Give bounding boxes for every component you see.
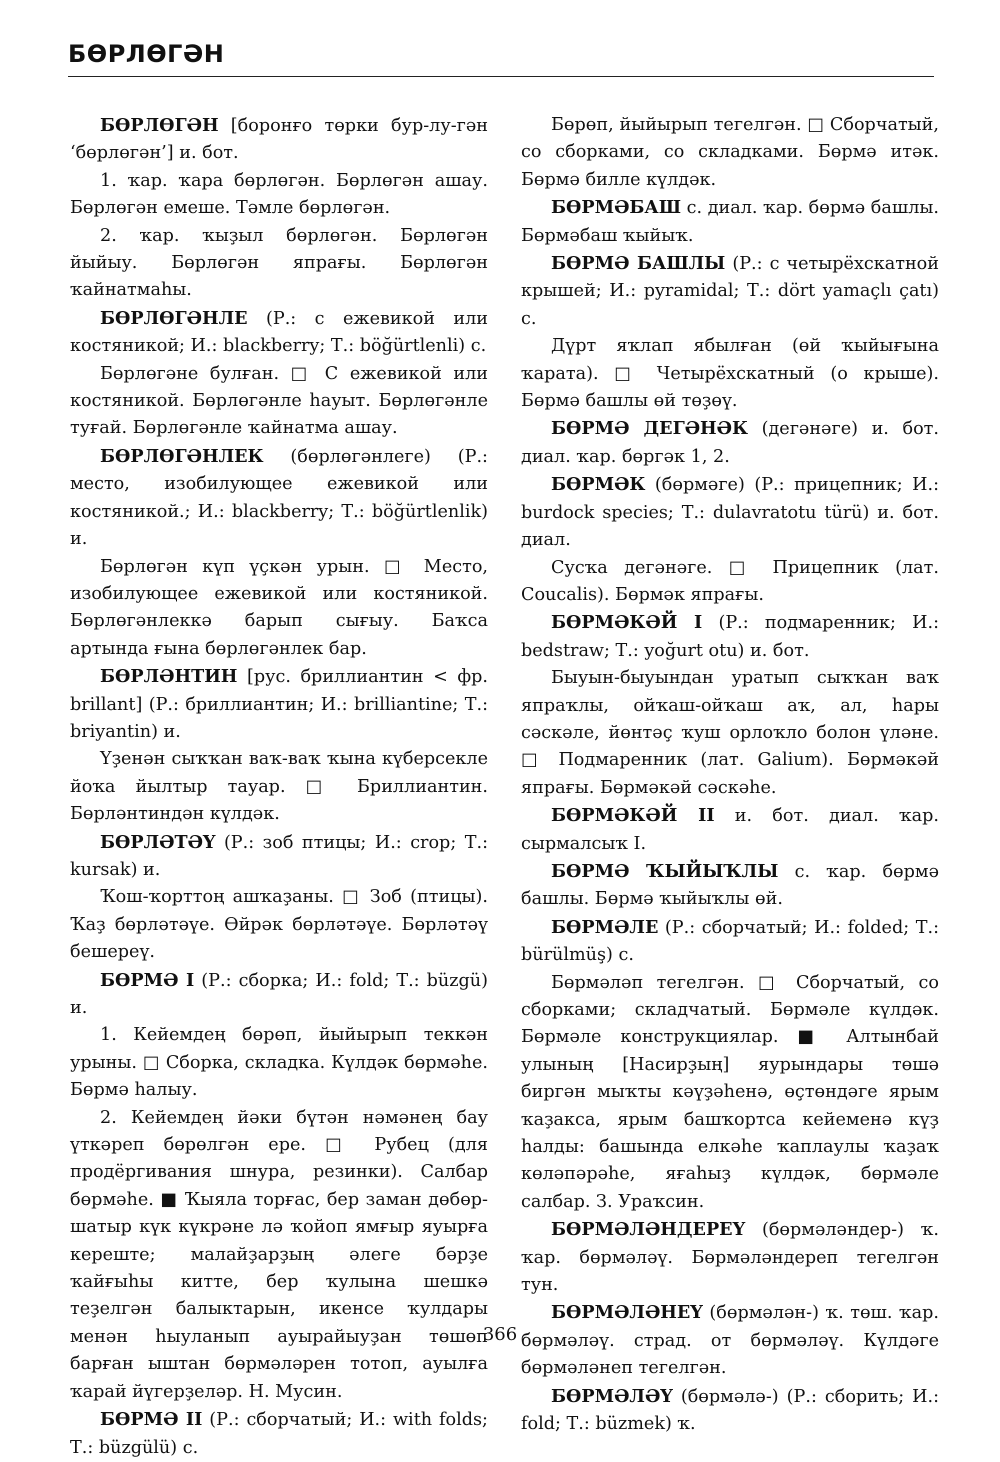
entry-text: (Р.: подмаренник; И.: bedstraw; Т.: yoğurt otu) и. бот.: [521, 613, 939, 661]
entry-text: Үҙенән сыҡҡан ваҡ-ваҡ ҡына күберсекле йоҡа йылтыр тауар. □ Бриллиантин. Бөрләнтиндән күлдәк.: [70, 749, 488, 825]
sense-2: [70, 1105, 488, 1406]
headword: БӨРМӘ I: [100, 969, 195, 991]
entry-text: (дегәнәге) и. бот. диал. ҡар. бөргәк 1, 2.: [521, 419, 939, 467]
entry-bormakay-2: [521, 802, 939, 858]
entry-borloganle: [70, 305, 488, 361]
entry-borlogan: [70, 112, 488, 168]
entry-text: [боронғо төрки бур-лу-гән ‘бөрлөгән’] и. бот.: [70, 116, 488, 164]
headword: БӨРМӘ ДЕГӘНӘК: [551, 418, 748, 440]
definition: [521, 333, 939, 415]
headword: БӨРМӘ БАШЛЫ: [551, 253, 726, 275]
entry-text: (Р.: с четырёхскатной крышей; И.: pyramidal; Т.: dört yamaçlı çatı) с.: [521, 254, 939, 329]
sense-2: [70, 223, 488, 305]
entry-text: Быуын-быуындан уратып сыҡҡан ваҡ япраҡлы, ойҡаш-ойҡаш аҡ, ал, һары сәскәле, йөнтәҫ ҡуш орлоҡло болон үләне. □ Подмаренник (лат. Galium). Бөрмәкәй япрағы. Бөрмәкәй сәскәһе.: [521, 668, 939, 798]
definition: [521, 555, 939, 610]
entry-text: (бөрмәләндер-) ҡ. ҡар. бөрмәләү. Бөрмәләндереп тегелгән тун.: [521, 1220, 939, 1296]
entry-borlantin: [70, 663, 488, 746]
headword: БӨРЛӨГӘН: [100, 115, 219, 136]
sense-1: [70, 168, 488, 223]
headword: БӨРЛӘНТИН: [100, 666, 238, 688]
right-column: [521, 112, 939, 1439]
entry-text: Бөрлөгәне булған. □ С ежевикой или костяникой. Бөрлөгәнле һауыт. Бөрлөгәнле туғай. Бөрлөгәнле ҡайнатма ашау.: [70, 363, 488, 439]
entry-bormalau: [521, 1383, 939, 1439]
definition: [70, 884, 488, 966]
entry-text: 2. Кейемдең йәки бүтән нәмәнең бау үткәреп бөрөлгән ере. □ Рубец (для продёргивания шнура, резинки). Салбар бөрмәһе. ■ Ҡыяла торғас, бер заман дөбөр-шатыр күк күкрәне лә ҡойоп ямғыр яуырға кереште; малайҙарҙың әлеге бәрҙе ҡайғыһы китте, бер ҡулына шешкә теҙелгән балыктарын, икенсе ҡулдары менән һыуланып ауырайыуҙан төшөп барған ыштан бөрмәләрен тотоп, ауылға ҡарай йүгерҙеләр. Н. Мусин.: [70, 1107, 488, 1402]
sense-1: [70, 1022, 488, 1104]
entry-borloganlek: [70, 443, 488, 554]
headword: БӨРЛӨГӘНЛЕ: [100, 307, 248, 329]
entry-text: (бөрмәлән-) ҡ. төш. ҡар. бөрмәләү. страд. от бөрмәләү. Күлдәге бөрмәләнеп тегелгән.: [521, 1303, 939, 1379]
entry-text: (Р.: зоб птицы; И.: crop; Т.: kursak) и.: [70, 832, 488, 880]
left-column: [70, 112, 488, 1462]
headword: БӨРМӘКӘЙ II: [551, 805, 715, 827]
headword: БӨРМӘЛӘҮ: [551, 1385, 673, 1407]
entry-text: и. бот. диал. ҡар. сырмалсыҡ I.: [521, 806, 939, 854]
entry-text: (бөрлөгәнлеге) (Р.: место, изобилующее ежевикой или костяникой.; И.: blackberry; Т.: böğürtlenlik) и.: [70, 446, 488, 550]
running-head-title: БӨРЛӨГӘН: [68, 40, 225, 68]
entry-borlataw: [70, 829, 488, 885]
entry-text: (бөрмәлә-) (Р.: сборить; И.: fold; Т.: büzmek) ҡ.: [521, 1386, 939, 1435]
entry-text: (бөрмәге) (Р.: прицепник; И.: burdock species; Т.: dulavratotu türü) и. бот. диал.: [521, 475, 939, 551]
headword: БӨРМӘЛӘНЕҮ: [551, 1302, 703, 1324]
entry-text: Ҡош-ҡорттоң ашҡаҙаны. □ Зоб (птицы). Ҡаҙ бөрләтәүе. Өйрәк бөрләтәүе. Бөрләтәү бешереү.: [70, 887, 488, 963]
definition: [70, 361, 488, 443]
running-header: [68, 40, 934, 77]
entry-text: Бөрлөгән күп үҫкән урын. □ Место, изобилующее ежевикой или костяникой. Бөрлөгәнлеккә барып сығыу. Баҡса артында ғына бөрлөгәнлек бар.: [70, 556, 488, 659]
headword: БӨРМӘЛЕ: [551, 916, 659, 938]
entry-bormabash: [521, 194, 939, 250]
headword: БӨРМӘЛӘНДЕРЕҮ: [551, 1219, 746, 1241]
entry-text: Бөрмәләп тегелгән. □ Сборчатый, со сборками; складчатый. Бөрмәле күлдәк. Бөрмәле конструкциялар. ■ Алтынбай улының [Насирҙың] яурындары төшә биргән мыҡты кәүҙәһенә, өҫтөндәге ярым ҡаҙакса, ярым башҡортса кейеменә күҙ һалды: башында елкәһе ҡаплаулы ҡаҙаҡ көләпәрәһе, яғаһыҙ күлдәк, бөрмәле салбар. З. Ураҡсин.: [521, 972, 939, 1212]
definition: [70, 746, 488, 828]
entry-bormalandereu: [521, 1216, 939, 1299]
definition: [521, 970, 939, 1217]
headword: БӨРМӘ II: [100, 1409, 203, 1431]
entry-text: 1. ҡар. ҡара бөрлөгән. Бөрлөгән ашау. Бөрлөгән емеше. Тәмле бөрлөгән.: [70, 170, 488, 219]
entry-text: Сусҡа дегәнәге. □ Прицепник (лат. Coucalis). Бөрмәк япрағы.: [521, 557, 939, 605]
entry-text: 2. ҡар. ҡыҙыл бөрлөгән. Бөрлөгән йыйыу. Бөрлөгән япрағы. Бөрлөгән ҡайнатмаһы.: [70, 225, 488, 301]
entry-text: с. диал. ҡар. бөрмә башлы. Бөрмәбаш ҡыйыҡ.: [521, 198, 940, 246]
entry-text: Дүрт яҡлап ябылған (өй ҡыйығына ҡарата). □ Четырёхскатный (о крыше). Бөрмә башлы өй төҙөү.: [521, 336, 939, 412]
entry-text: Бөрөп, йыйырып тегелгән. □ Сборчатый, со сборками, со складками. Бөрмә итәк. Бөрмә билле күлдәк.: [521, 115, 939, 190]
headword: БӨРМӘКӘЙ I: [551, 612, 703, 634]
headword: БӨРЛӘТӘҮ: [100, 831, 216, 853]
entry-bormale: [521, 914, 939, 970]
page-number: 366: [482, 1324, 518, 1345]
entry-text: (Р.: сборка; И.: fold; Т.: büzgü) и.: [70, 970, 488, 1018]
headword: БӨРЛӨГӘНЛЕК: [100, 445, 264, 467]
definition: [521, 112, 939, 194]
definition: [521, 665, 939, 802]
entry-borma-2: [70, 1406, 488, 1462]
entry-text: (Р.: сборчатый; И.: with folds; Т.: büzgülü) с.: [70, 1410, 488, 1458]
entry-bormak: [521, 471, 939, 554]
entry-text: [рус. бриллиантин < фр. brillant] (Р.: бриллиантин; И.: brilliantine; Т.: briyantin) и.: [70, 667, 488, 742]
headword: БӨРМӘБАШ: [551, 197, 682, 219]
definition: [70, 554, 488, 664]
entry-borma-kyiykly: [521, 858, 939, 914]
entry-borma-bashly: [521, 250, 939, 333]
entry-borma-1: [70, 967, 488, 1023]
headword: БӨРМӘК: [551, 474, 646, 496]
entry-text: с. ҡар. бөрмә башлы. Бөрмә ҡыйыҡлы өй.: [521, 861, 939, 910]
entry-bormakay-1: [521, 609, 939, 665]
entry-text: (Р.: сборчатый; И.: folded; Т.: bürülmüş) с.: [521, 917, 939, 966]
headword: БӨРМӘ ҠЫЙЫҠЛЫ: [551, 860, 779, 882]
entry-borma-deganak: [521, 415, 939, 471]
entry-text: 1. Кейемдең бөрөп, йыйырып теккән урыны. □ Сборка, складка. Күлдәк бөрмәһе. Бөрмә һалыу.: [70, 1025, 488, 1101]
entry-text: (Р.: с ежевикой или костяникой; И.: blackberry; Т.: böğürtlenli) с.: [70, 308, 488, 357]
